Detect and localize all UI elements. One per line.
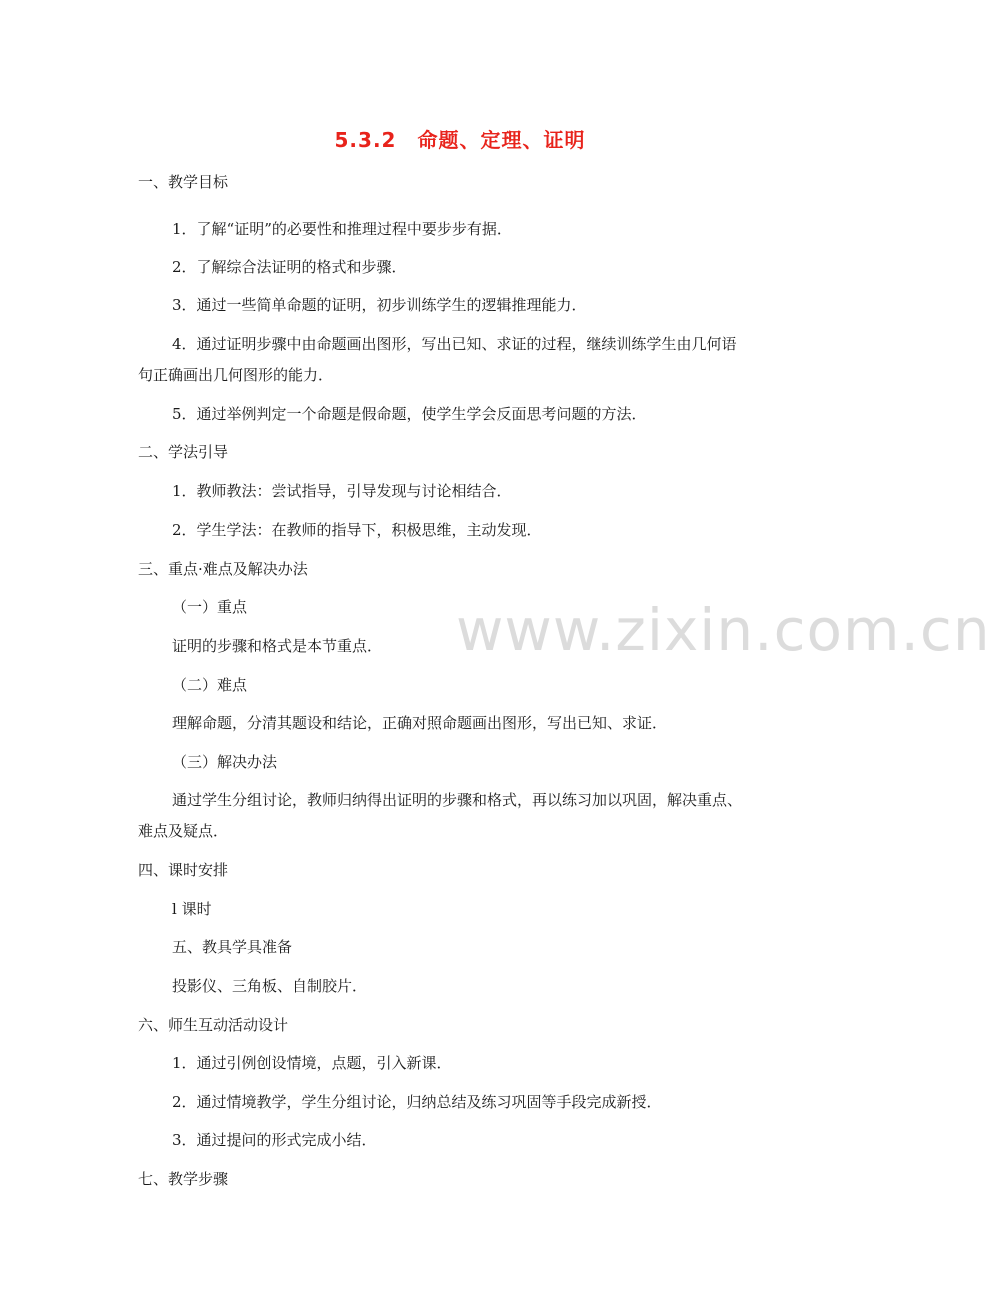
subsection-heading: （一）重点 <box>172 598 248 616</box>
list-item: 5．通过举例判定一个命题是假命题，使学生学会反面思考问题的方法． <box>172 405 647 423</box>
paragraph: 理解命题，分清其题设和结论，正确对照命题画出图形，写出已知、求证． <box>172 714 668 732</box>
list-item: 2．学生学法：在教师的指导下，积极思维，主动发现． <box>172 521 542 539</box>
paragraph: 通过学生分组讨论，教师归纳得出证明的步骤和格式，再以练习加以巩固，解决重点、 <box>172 791 743 809</box>
section-heading: 四、课时安排 <box>138 861 229 879</box>
list-item-continuation: 句正确画出几何图形的能力． <box>138 366 334 384</box>
list-item: 1．教师教法：尝试指导，引导发现与讨论相结合． <box>172 482 512 500</box>
section-heading: 五、教具学具准备 <box>172 938 293 956</box>
paragraph-continuation: 难点及疑点． <box>138 822 229 840</box>
page-title: 5.3.2 命题、定理、证明 <box>334 128 586 152</box>
list-item: 2．通过情境教学，学生分组讨论，归纳总结及练习巩固等手段完成新授． <box>172 1093 662 1111</box>
list-item: 3．通过提问的形式完成小结． <box>172 1131 377 1149</box>
subsection-heading: （二）难点 <box>172 676 248 694</box>
section-heading: 六、师生互动活动设计 <box>138 1016 289 1034</box>
paragraph: 证明的步骤和格式是本节重点． <box>172 637 383 655</box>
paragraph: 投影仪、三角板、自制胶片． <box>172 977 368 995</box>
section-heading: 二、学法引导 <box>138 443 229 461</box>
list-item: 1．通过引例创设情境，点题，引入新课． <box>172 1054 452 1072</box>
watermark: www.zixin.com.cn <box>456 596 991 664</box>
list-item: 1．了解“证明”的必要性和推理过程中要步步有据． <box>172 220 512 238</box>
list-item: 2．了解综合法证明的格式和步骤． <box>172 258 407 276</box>
list-item: 4．通过证明步骤中由命题画出图形，写出已知、求证的过程，继续训练学生由几何语 <box>172 335 737 353</box>
paragraph: l 课时 <box>172 900 212 918</box>
section-heading: 三、重点·难点及解决办法 <box>138 560 308 578</box>
list-item: 3．通过一些简单命题的证明，初步训练学生的逻辑推理能力． <box>172 296 587 314</box>
section-heading: 七、教学步骤 <box>138 1170 229 1188</box>
section-heading: 一、教学目标 <box>138 173 229 191</box>
subsection-heading: （三）解决办法 <box>172 753 278 771</box>
